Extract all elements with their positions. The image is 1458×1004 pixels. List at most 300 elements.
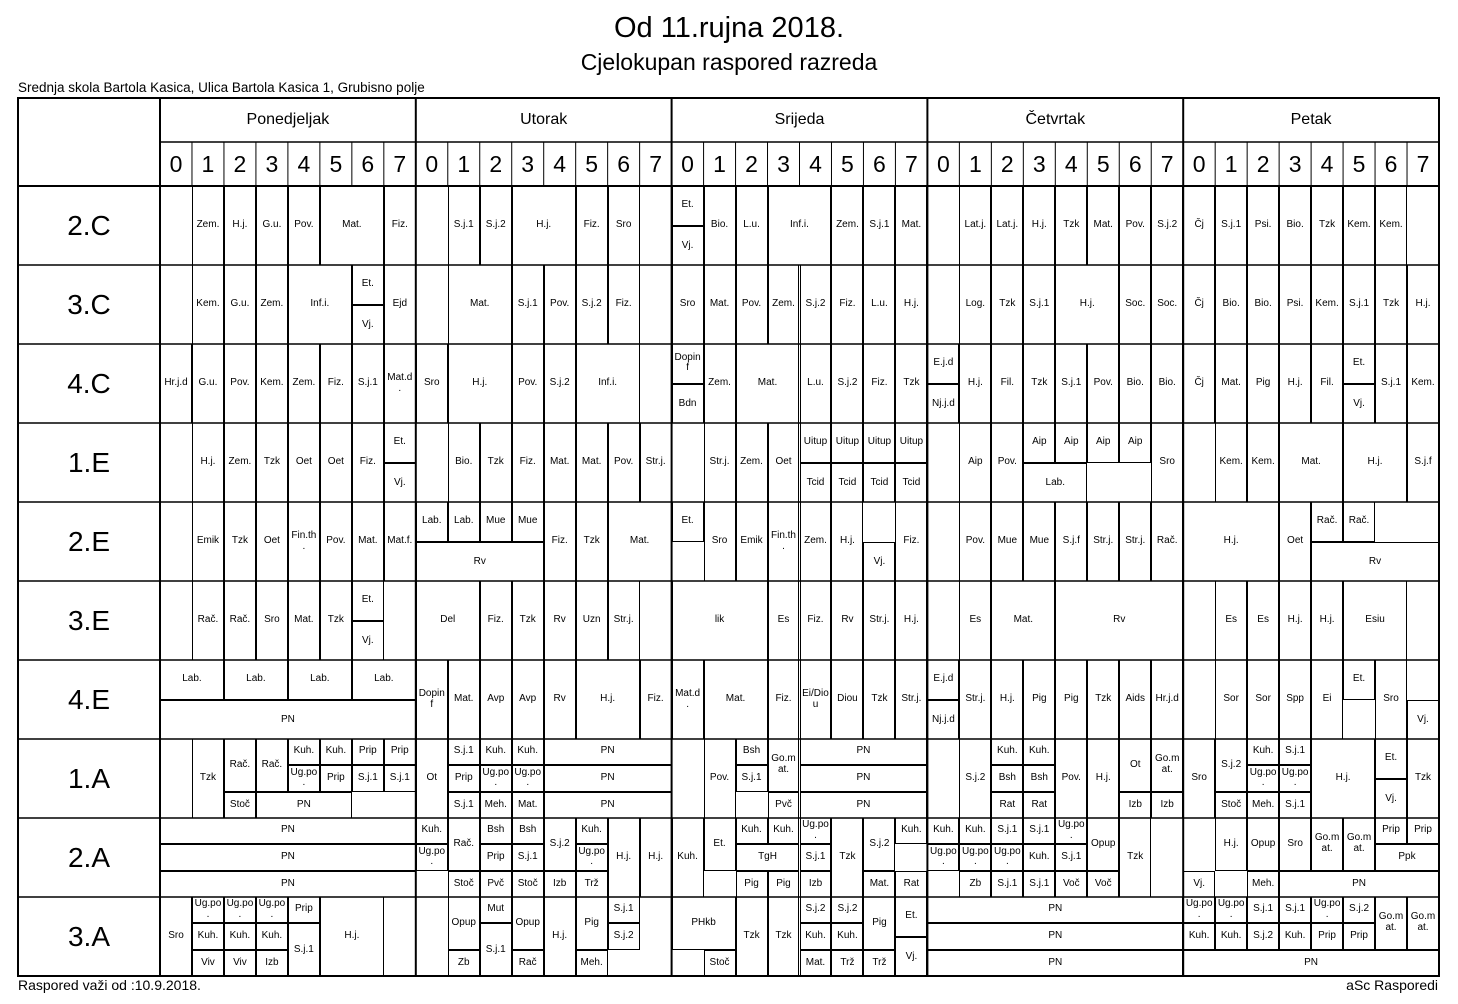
lesson-cell: Tcid (800, 463, 832, 503)
lesson-cell: Kuh. (1023, 844, 1055, 870)
lesson-cell: Kuh. (224, 923, 256, 949)
lesson-cell: Tzk (192, 739, 224, 818)
lesson-cell: Sro (672, 265, 704, 344)
class-label: 4.C (67, 367, 111, 399)
lesson-cell: Es (768, 581, 800, 660)
lesson-cell: S.j.2 (800, 265, 832, 344)
lesson-cell: Ug.po . (512, 765, 544, 791)
lesson-cell: S.j.1 (1247, 897, 1279, 923)
period-number: 4 (809, 150, 822, 177)
lesson-cell: S.j.2 (608, 923, 640, 949)
class-label: 4.E (67, 683, 111, 715)
class-label: 2.C (67, 209, 111, 241)
lesson-cell: Pig (1247, 344, 1279, 423)
lesson-cell: Psi. (1279, 265, 1311, 344)
lesson-cell: Kem. (1407, 344, 1439, 423)
lesson-cell: PN (160, 844, 416, 870)
lesson-cell: Aip (1119, 423, 1151, 463)
lesson-cell: Bsh (480, 818, 512, 844)
lesson-cell: H.j. (1183, 502, 1279, 581)
lesson-cell: L.u. (863, 265, 895, 344)
lesson-cell: Rač. (1343, 502, 1375, 542)
lesson-cell: Bdn (672, 384, 704, 424)
lesson-cell: Meh. (1247, 871, 1279, 897)
lesson-cell: lik (672, 581, 768, 660)
period-number: 0 (1192, 150, 1206, 177)
lesson-cell: Str.j. (640, 423, 672, 502)
lesson-cell: Mat. (448, 660, 480, 739)
lesson-cell: Ppk (1375, 844, 1439, 870)
lesson-cell: S.j.2 (831, 344, 863, 423)
lesson-cell: Kuh. (1247, 739, 1279, 765)
lesson-cell: H.j. (831, 502, 863, 581)
lesson-cell: Es (1215, 581, 1247, 660)
day-header: Četvrtak (1025, 110, 1086, 128)
lesson-cell: Mat. (895, 186, 927, 265)
lesson-cell: Stoč (512, 871, 544, 897)
lesson-cell: H.j. (895, 581, 927, 660)
lesson-cell: Et. (704, 818, 736, 871)
lesson-cell: Soc. (1151, 265, 1183, 344)
lesson-cell: Mat. (544, 423, 576, 502)
lesson-cell: Inf.i. (576, 344, 640, 423)
lesson-cell: Kuh. (736, 818, 768, 844)
lesson-cell: Avp (512, 660, 544, 739)
lesson-cell: Bio. (704, 186, 736, 265)
lesson-cell: Mue (480, 502, 512, 542)
lesson-cell: Et. (672, 502, 704, 542)
lesson-cell: Inf.i. (288, 265, 352, 344)
lesson-cell: Prip (480, 844, 512, 870)
lesson-cell: Ug.po . (256, 897, 288, 923)
lesson-cell: Kuh. (1279, 923, 1311, 949)
lesson-cell: Prip (1343, 923, 1375, 949)
lesson-cell: Fiz. (608, 265, 640, 344)
lesson-cell: Pig (863, 897, 895, 950)
lesson-cell: S.j.1 (1023, 818, 1055, 844)
lesson-cell: Kuh. (480, 739, 512, 765)
lesson-cell: Fiz. (512, 423, 544, 502)
lesson-cell: PN (544, 792, 672, 818)
page-title: Od 11.rujna 2018. (613, 12, 845, 44)
lesson-cell: Vj. (1343, 384, 1375, 424)
lesson-cell: Prip (1375, 818, 1407, 844)
lesson-cell: Tcid (831, 463, 863, 503)
lesson-cell: Log. (959, 265, 991, 344)
lesson-cell: Zem. (288, 344, 320, 423)
lesson-cell: Go.m at. (1375, 897, 1407, 950)
period-number: 4 (553, 150, 567, 177)
lesson-cell: Ei (1311, 660, 1343, 739)
lesson-cell: Mat. (576, 423, 608, 502)
lesson-cell: Inf.i. (768, 186, 832, 265)
lesson-cell: Et. (384, 423, 416, 463)
lesson-cell: Str.j. (1119, 502, 1151, 581)
page-subtitle: Cjelokupan raspored razreda (580, 49, 878, 75)
lesson-cell: PN (927, 950, 1183, 976)
lesson-cell: Vj. (863, 542, 895, 582)
lesson-cell: Mue (512, 502, 544, 542)
lesson-cell: Kem. (1247, 423, 1279, 502)
lesson-cell: Tzk (863, 660, 895, 739)
period-number: 2 (489, 150, 503, 177)
lesson-cell: Ug.po . (1055, 818, 1087, 844)
lesson-cell: Sro (1279, 818, 1311, 871)
lesson-cell: Tzk (831, 818, 863, 897)
lesson-cell: Tzk (1055, 186, 1087, 265)
lesson-cell: Mat. (800, 950, 832, 976)
day-header: Utorak (520, 110, 568, 128)
lesson-cell: Aids (1119, 660, 1151, 739)
lesson-cell: Pov. (959, 502, 991, 581)
lesson-cell: H.j. (1055, 265, 1119, 344)
lesson-cell: Lab. (288, 660, 352, 700)
school-address: Srednja skola Bartola Kasica, Ulica Bartola Kasica 1, Grubisno polje (18, 80, 425, 95)
lesson-cell: Kem. (1311, 265, 1343, 344)
lesson-cell: Pvč (480, 871, 512, 897)
lesson-cell: S.j.1 (800, 844, 832, 870)
period-number: 6 (361, 150, 375, 177)
lesson-cell: H.j. (991, 660, 1023, 739)
lesson-cell: S.j.1 (352, 344, 384, 423)
lesson-cell: Voč (1055, 871, 1087, 897)
lesson-cell: Rv (416, 542, 544, 582)
lesson-cell: Stoč (448, 871, 480, 897)
lesson-cell: Aip (959, 423, 991, 502)
lesson-cell: Zem. (704, 344, 736, 423)
lesson-cell: Ug.po . (1183, 897, 1215, 923)
lesson-cell: Prip (1407, 818, 1439, 844)
lesson-cell: Pov. (288, 186, 320, 265)
lesson-cell: Stoč (224, 792, 256, 818)
lesson-cell: Zb (959, 871, 991, 897)
lesson-cell: Rač. (1151, 502, 1183, 581)
period-number: 5 (841, 150, 854, 177)
lesson-cell: H.j. (1023, 186, 1055, 265)
lesson-cell: Mat. (704, 660, 768, 739)
lesson-cell: Izb (800, 871, 832, 897)
lesson-cell: Go.m at. (768, 739, 800, 792)
lesson-cell: Tzk (1119, 818, 1151, 897)
lesson-cell: Vj. (384, 463, 416, 503)
lesson-cell: Lab. (416, 502, 448, 542)
lesson-cell: Kuh. (959, 818, 991, 844)
lesson-cell: Opup (1247, 818, 1279, 871)
lesson-cell: S.j.2 (831, 897, 863, 923)
lesson-cell: Mat. (991, 581, 1055, 660)
lesson-cell: Mat. (863, 871, 895, 897)
lesson-cell: Prip (320, 765, 352, 791)
lesson-cell: G.u. (224, 265, 256, 344)
lesson-cell: Meh. (1247, 792, 1279, 818)
lesson-cell: Čj (1183, 186, 1215, 265)
lesson-cell: Zem. (256, 265, 288, 344)
lesson-cell: Fiz. (863, 344, 895, 423)
lesson-cell: Ug.po . (1279, 765, 1311, 791)
lesson-cell: Fiz. (895, 502, 927, 581)
period-number: 6 (1384, 150, 1398, 177)
lesson-cell: Fil. (1311, 344, 1343, 423)
lesson-cell: Mat.d . (672, 660, 704, 739)
lesson-cell: Kuh. (672, 818, 704, 897)
lesson-cell: Tzk (768, 897, 800, 976)
lesson-cell: Trž (863, 950, 895, 976)
lesson-cell: Pig (736, 871, 768, 897)
lesson-cell: Kuh. (1183, 923, 1215, 949)
lesson-cell: S.j.1 (1055, 844, 1087, 870)
lesson-cell: Fiz. (831, 265, 863, 344)
lesson-cell: Rač. (224, 739, 256, 792)
lesson-cell: Dopin f (416, 660, 448, 739)
class-label: 2.A (67, 841, 111, 873)
lesson-cell: H.j. (1087, 739, 1119, 818)
lesson-cell: Vj. (1183, 871, 1215, 897)
period-number: 3 (777, 150, 790, 177)
lesson-cell: Meh. (576, 950, 608, 976)
lesson-cell: H.j. (895, 265, 927, 344)
lesson-cell: Pov. (1087, 344, 1119, 423)
lesson-cell: Pig (1055, 660, 1087, 739)
lesson-cell: Ei/Dio u (800, 660, 832, 739)
lesson-cell: Str.j. (863, 581, 895, 660)
lesson-cell: H.j. (1407, 265, 1439, 344)
lesson-cell: Uitup (895, 423, 927, 463)
lesson-cell: Rv (831, 581, 863, 660)
lesson-cell: S.j.1 (288, 923, 320, 976)
lesson-cell: Mue (991, 502, 1023, 581)
lesson-cell: S.j.2 (863, 818, 895, 871)
lesson-cell: Ejd (384, 265, 416, 344)
lesson-cell: Mat. (1087, 186, 1119, 265)
lesson-cell: H.j. (544, 897, 576, 976)
lesson-cell: PN (1279, 871, 1439, 897)
period-number: 3 (265, 150, 279, 177)
lesson-cell: Str.j. (959, 660, 991, 739)
lesson-cell: Viv (192, 950, 224, 976)
lesson-cell: Izb (544, 871, 576, 897)
lesson-cell: Fiz. (768, 660, 800, 739)
lesson-cell: Ot (1119, 739, 1151, 792)
period-number: 7 (393, 150, 407, 177)
lesson-cell: Et. (1375, 739, 1407, 779)
lesson-cell: Oet (768, 423, 800, 502)
lesson-cell: Nj.j.d (927, 700, 959, 740)
lesson-cell: Aip (1023, 423, 1055, 463)
lesson-cell: Prip (1311, 923, 1343, 949)
lesson-cell: S.j.1 (1279, 739, 1311, 765)
lesson-cell: H.j. (320, 897, 384, 976)
period-number: 6 (617, 150, 631, 177)
period-number: 2 (1256, 150, 1270, 177)
lesson-cell: Opup (448, 897, 480, 950)
lesson-cell: Ug.po . (1311, 897, 1343, 923)
lesson-cell: Stoč (1215, 792, 1247, 818)
lesson-cell: Es (1247, 581, 1279, 660)
lesson-cell: Uitup (863, 423, 895, 463)
lesson-cell: S.j.1 (384, 765, 416, 791)
lesson-cell: Rat (991, 792, 1023, 818)
lesson-cell: Nj.j.d (927, 384, 959, 424)
lesson-cell: Rv (544, 660, 576, 739)
lesson-cell: Rat (1023, 792, 1055, 818)
lesson-cell: Ug.po . (959, 844, 991, 870)
lesson-cell: Kuh. (991, 739, 1023, 765)
period-number: 7 (1416, 150, 1430, 177)
lesson-cell: S.j.1 (608, 897, 640, 923)
lesson-cell: Avp (480, 660, 512, 739)
lesson-cell: S.j.2 (1247, 923, 1279, 949)
lesson-cell: Et. (352, 265, 384, 305)
lesson-cell: Ot (416, 739, 448, 818)
lesson-cell: Tzk (895, 344, 927, 423)
period-number: 5 (1096, 150, 1110, 177)
lesson-cell: Sro (416, 344, 448, 423)
lesson-cell: S.j.1 (1279, 897, 1311, 923)
lesson-cell: Bio. (1215, 265, 1247, 344)
lesson-cell: S.j.1 (991, 871, 1023, 897)
lesson-cell: Opup (512, 897, 544, 950)
software-brand: aSc Rasporedi (1346, 977, 1438, 993)
lesson-cell: H.j. (192, 423, 224, 502)
lesson-cell: Ug.po . (224, 897, 256, 923)
lesson-cell: Hr.j.d (1151, 660, 1183, 739)
lesson-cell: Zb (448, 950, 480, 976)
lesson-cell: Diou (831, 660, 863, 739)
valid-from-note: Raspored važi od :10.9.2018. (18, 977, 201, 993)
period-number: 3 (521, 150, 535, 177)
lesson-cell: Prip (384, 739, 416, 765)
lesson-cell: Vj. (672, 226, 704, 266)
lesson-cell: Fiz. (576, 186, 608, 265)
lesson-cell: Et. (895, 897, 927, 937)
lesson-cell: Zem. (831, 186, 863, 265)
period-number: 5 (329, 150, 343, 177)
class-label: 3.A (67, 920, 111, 952)
lesson-cell: Tzk (512, 581, 544, 660)
lesson-cell: Zem. (736, 423, 768, 502)
period-number: 7 (905, 150, 918, 177)
lesson-cell: Oet (288, 423, 320, 502)
lesson-cell: PN (800, 765, 928, 791)
lesson-cell: Tzk (224, 502, 256, 581)
day-header: Petak (1290, 110, 1332, 128)
lesson-cell: S.j.1 (448, 792, 480, 818)
lesson-cell: Hr.j.d (160, 344, 192, 423)
lesson-cell: Pov. (512, 344, 544, 423)
lesson-cell: Go.m at. (1151, 739, 1183, 792)
lesson-cell: Fiz. (800, 581, 832, 660)
lesson-cell: Ug.po . (1215, 897, 1247, 923)
lesson-cell: Ug.po . (800, 818, 832, 844)
lesson-cell: Et. (1343, 660, 1375, 700)
lesson-cell: PN (927, 923, 1183, 949)
lesson-cell: G.u. (256, 186, 288, 265)
lesson-cell: Rač. (192, 581, 224, 660)
lesson-cell: Kuh. (927, 818, 959, 844)
lesson-cell: Opup (1087, 818, 1119, 871)
lesson-cell: Stoč (704, 950, 736, 976)
lesson-cell: Lab. (160, 660, 224, 700)
lesson-cell: S.j.1 (1279, 792, 1311, 818)
lesson-cell: Lat.j. (991, 186, 1023, 265)
lesson-cell: S.j.2 (1343, 897, 1375, 923)
lesson-cell: Del (416, 581, 480, 660)
period-number: 5 (585, 150, 599, 177)
lesson-cell: H.j. (1279, 344, 1311, 423)
period-number: 6 (1128, 150, 1142, 177)
period-number: 4 (1064, 150, 1078, 177)
lesson-cell: Lab. (1023, 463, 1087, 503)
lesson-cell: Kuh. (192, 923, 224, 949)
lesson-cell: Rv (1055, 581, 1183, 660)
period-number: 0 (681, 150, 694, 177)
lesson-cell: Rač. (1311, 502, 1343, 542)
period-number: 0 (936, 150, 950, 177)
lesson-cell: S.j.1 (1023, 871, 1055, 897)
lesson-cell: S.j.2 (576, 265, 608, 344)
lesson-cell: PN (800, 739, 928, 765)
class-label: 3.C (67, 288, 111, 320)
lesson-cell: Meh. (480, 792, 512, 818)
class-label: 2.E (67, 525, 111, 557)
lesson-cell: PN (544, 765, 672, 791)
lesson-cell: PN (800, 792, 928, 818)
lesson-cell: Go.m at. (1311, 818, 1343, 871)
lesson-cell: Go.m at. (1343, 818, 1375, 871)
lesson-cell: S.j.1 (1215, 186, 1247, 265)
lesson-cell: Prip (288, 897, 320, 923)
lesson-cell: Zem. (192, 186, 224, 265)
lesson-cell: Kem. (1375, 186, 1407, 265)
period-number: 0 (169, 150, 183, 177)
lesson-cell: Mat. (512, 792, 544, 818)
lesson-cell: Fiz. (320, 344, 352, 423)
lesson-cell: H.j. (640, 818, 672, 897)
lesson-cell: Tzk (991, 265, 1023, 344)
lesson-cell: Soc. (1119, 265, 1151, 344)
lesson-cell: Mat. (352, 502, 384, 581)
lesson-cell: Str.j. (895, 660, 927, 739)
period-number: 1 (713, 150, 726, 177)
lesson-cell: Zem. (224, 423, 256, 502)
lesson-cell: S.j.f (1055, 502, 1087, 581)
lesson-cell: Viv (224, 950, 256, 976)
lesson-cell: S.j.2 (544, 818, 576, 871)
lesson-cell: Rač. (448, 818, 480, 871)
period-number: 5 (1352, 150, 1366, 177)
lesson-cell: S.j.1 (448, 739, 480, 765)
period-number: 2 (745, 150, 758, 177)
lesson-cell: Fiz. (640, 660, 672, 739)
lesson-cell: Bio. (1247, 265, 1279, 344)
lesson-cell: Kem. (192, 265, 224, 344)
lesson-cell: Kuh. (768, 818, 800, 844)
lesson-cell: Dopin f (672, 344, 704, 384)
lesson-cell: H.j. (1215, 818, 1247, 871)
lesson-cell: Kuh. (576, 818, 608, 844)
lesson-cell: Oet (320, 423, 352, 502)
lesson-cell: Uitup (831, 423, 863, 463)
lesson-cell: H.j. (448, 344, 512, 423)
lesson-cell: Pig (768, 871, 800, 897)
lesson-cell: Kuh. (512, 739, 544, 765)
lesson-cell: PN (160, 818, 416, 844)
lesson-cell: Kuh. (800, 923, 832, 949)
period-number: 2 (233, 150, 247, 177)
lesson-cell: Tcid (863, 463, 895, 503)
period-number: 1 (201, 150, 215, 177)
lesson-cell: Pig (1023, 660, 1055, 739)
